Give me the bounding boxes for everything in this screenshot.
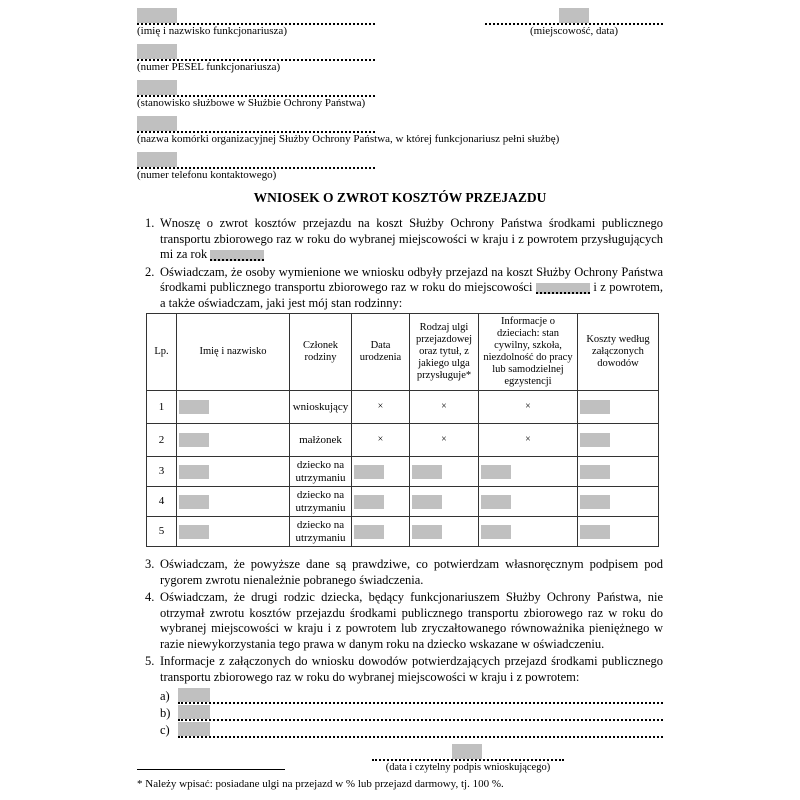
position-input[interactable] [137,80,375,97]
redaction-box [481,525,511,539]
redaction-box [481,465,511,479]
cell-costs-input[interactable] [578,517,659,547]
year-input[interactable] [210,250,264,261]
pesel-input[interactable] [137,44,375,61]
field-label: (miejscowość, data) [530,25,618,37]
cell-x-mark [410,424,479,457]
cell-family-member: dziecko na utrzymaniu [290,457,352,487]
redaction-box [178,705,210,719]
cell-lp: 1 [147,391,177,424]
signature-input[interactable] [372,744,564,761]
field-label: (numer telefonu kontaktowego) [137,169,277,181]
redaction-box [354,525,384,539]
cell-family-member: dziecko na utrzymaniu [290,517,352,547]
destination-input[interactable] [536,283,590,294]
redaction-box [178,688,210,702]
cell-costs-input[interactable] [578,457,659,487]
header-fields [137,8,663,188]
cell-family-member: dziecko na utrzymaniu [290,487,352,517]
paragraph-number: 4. [145,590,155,604]
cell-lp: 5 [147,517,177,547]
redaction-box [412,465,442,479]
field-phone [137,152,387,182]
family-table [146,313,659,547]
redaction-box [559,8,589,23]
evidence-input-b[interactable] [178,705,663,721]
cell-lp: 2 [147,424,177,457]
field-position [137,80,387,110]
redaction-box [452,744,482,759]
table-header-row [147,314,659,391]
header-name: Imię i nazwisko [177,314,290,391]
cell-children-info-input[interactable] [479,517,578,547]
redaction-box [137,44,177,59]
cell-discount-input[interactable] [410,457,479,487]
cell-costs-input[interactable] [578,487,659,517]
cell-name-input[interactable] [177,424,290,457]
field-place-date [485,8,663,182]
paragraph-text: Oświadczam, że drugi rodzic dziecka, będący funkcjonariuszem Służby Ochrony Państwa, nie otrzymał zwrotu kosztów przejazdu środkami publicznego transportu zbiorowego raz w roku do wybranej miejscowości w kraju i z powrotem lub zryczałtowanego równoważnika pieniężnego w razie niewykorzystania tego prawa w danym roku na dziecko wskazane w oświadczeniu. [160,590,663,651]
cell-family-member: małżonek [290,424,352,457]
redaction-box [580,400,610,414]
cell-x-mark [479,391,578,424]
paragraph-text: Oświadczam, że powyższe dane są prawdziwe, co potwierdzam własnoręcznym podpisem pod rygorem zwrotu nienależnie pobranego świadczenia. [160,557,663,587]
header-family-member: Członek rodziny [290,314,352,391]
redaction-box [412,525,442,539]
evidence-input-a[interactable] [178,688,663,704]
footnote [137,769,663,791]
table-row [147,517,659,547]
redaction-box [179,495,209,509]
cell-x-mark [352,391,410,424]
header-discount-type: Rodzaj ulgi przejazdowej oraz tytuł, z jakiego ulga przysługuje* [410,314,479,391]
evidence-item-b [160,704,663,721]
redaction-box [580,495,610,509]
paragraph-4 [137,590,663,652]
redaction-box [179,525,209,539]
table-row [147,487,659,517]
header-birth-date: Data urodzenia [352,314,410,391]
x-mark: × [377,434,384,446]
footnote-divider [137,769,285,770]
cell-name-input[interactable] [177,487,290,517]
field-officer-name [137,8,387,38]
org-unit-input[interactable] [137,116,375,133]
redaction-box [179,433,209,447]
x-mark: × [441,401,447,413]
cell-name-input[interactable] [177,391,290,424]
paragraph-number: 2. [145,264,155,279]
paragraph-text: Informacje z załączonych do wniosku dowodów potwierdzających przejazd środkami publicznego transportu zbiorowego raz w roku do wybranej miejscowości w kraju i z powrotem: [160,654,663,684]
redaction-box [137,152,177,167]
redaction-box [580,433,610,447]
cell-lp: 3 [147,457,177,487]
cell-costs-input[interactable] [578,424,659,457]
field-label: (nazwa komórki organizacyjnej Służby Ochrony Państwa, w której funkcjonariusz pełni służbę) [137,133,560,145]
x-mark: × [377,401,384,413]
header-children-info: Informacje o dzieciach: stan cywilny, szkoła, niezdolność do pracy lub samodzielnej egzystencji [479,314,578,391]
header-lp: Lp. [147,314,177,391]
field-label: (numer PESEL funkcjonariusza) [137,61,281,73]
evidence-label: a) [160,689,170,703]
redaction-box [354,495,384,509]
evidence-list [137,687,663,738]
officer-name-input[interactable] [137,8,375,25]
signature-label: (data i czytelny podpis wnioskującego) [385,762,551,773]
cell-birth-date-input[interactable] [352,457,410,487]
paragraph-text [160,216,663,263]
cell-birth-date-input[interactable] [352,517,410,547]
redaction-box [179,400,209,414]
table-row [147,424,659,457]
header-left-fields [137,8,560,188]
cell-name-input[interactable] [177,517,290,547]
field-label: (imię i nazwisko funkcjonariusza) [137,25,287,37]
cell-costs-input[interactable] [578,391,659,424]
cell-discount-input[interactable] [410,487,479,517]
field-pesel [137,44,387,74]
paragraph-text [160,265,663,312]
paragraph-3 [137,557,663,588]
redaction-box [481,495,511,509]
cell-name-input[interactable] [177,457,290,487]
header-costs: Koszty według załączonych dowodów [578,314,659,391]
cell-x-mark [479,424,578,457]
x-mark: × [525,401,531,413]
x-mark: × [525,434,531,446]
table-row [147,457,659,487]
paragraph-number: 5. [145,654,155,668]
cell-children-info-input[interactable] [479,457,578,487]
paragraph-2 [137,265,663,312]
cell-x-mark [352,424,410,457]
paragraph-5 [137,654,663,685]
redaction-box [580,525,610,539]
phone-input[interactable] [137,152,375,169]
evidence-item-a [160,687,663,704]
cell-lp: 4 [147,487,177,517]
paragraph-text-segment: i z powrotem, a także oświadczam, jaki jest mój stan rodzinny: [160,280,664,310]
evidence-input-c[interactable] [178,722,663,738]
field-org-unit [137,116,560,146]
redaction-box [412,495,442,509]
paragraph-text-segment: Wnoszę o zwrot kosztów przejazdu na koszt Służby Ochrony Państwa środkami publicznego transportu zbiorowego raz w roku do wybranej miejscowości w kraju i z powrotem przysługujących mi za rok [160,216,663,261]
cell-family-member: wnioskujący [290,391,352,424]
cell-x-mark [410,391,479,424]
paragraph-1 [137,216,663,263]
paragraph-number: 3. [145,557,155,571]
cell-birth-date-input[interactable] [352,487,410,517]
redaction-box [137,80,177,95]
field-label: (stanowisko służbowe w Służbie Ochrony Państwa) [137,97,366,109]
table-row [147,391,659,424]
redaction-box [137,116,177,131]
redaction-box [179,465,209,479]
cell-children-info-input[interactable] [479,487,578,517]
evidence-label: c) [160,723,170,737]
footnote-text: * Należy wpisać: posiadane ulgi na przejazd w % lub przejazd darmowy, tj. 100 %. [137,778,504,790]
cell-discount-input[interactable] [410,517,479,547]
paragraph-text-segment: Oświadczam, że osoby wymienione we wniosku odbyły przejazd na koszt Służby Ochrony Państwa środkami publicznego transportu zbiorowego raz w roku do miejscowości [160,264,663,294]
redaction-box [354,465,384,479]
evidence-label: b) [160,706,171,720]
place-date-input[interactable] [485,8,663,25]
paragraph-number: 1. [145,216,155,230]
x-mark: × [441,434,447,446]
page-title: WNIOSEK O ZWROT KOSZTÓW PRZEJAZDU [253,190,547,205]
redaction-box [137,8,177,23]
redaction-box [178,722,210,736]
redaction-box [580,465,610,479]
evidence-item-c [160,721,663,738]
